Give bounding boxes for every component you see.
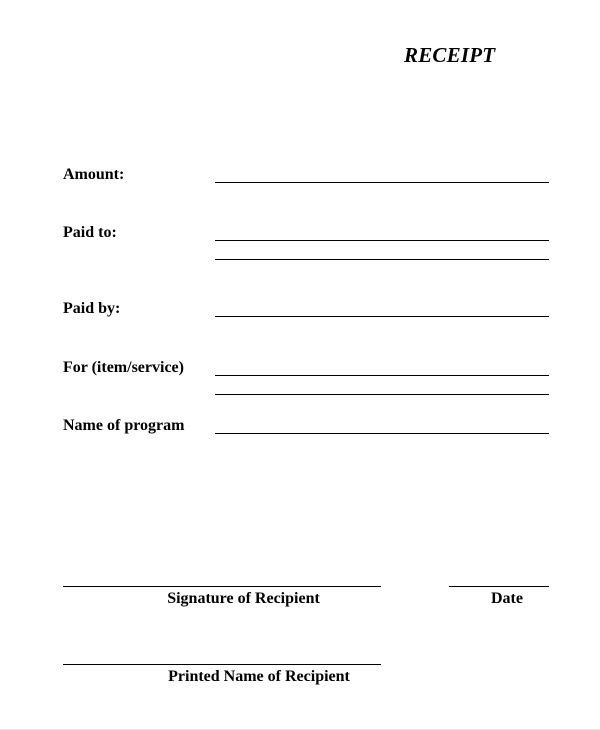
item-service-label: For (item/service)	[63, 359, 184, 376]
date-caption: Date	[491, 590, 523, 607]
printed-name-line	[63, 664, 381, 665]
item-service-line-1	[215, 375, 549, 376]
program-name-line	[215, 433, 549, 434]
amount-label: Amount:	[63, 166, 125, 183]
signature-caption: Signature of Recipient	[167, 590, 320, 607]
paid-to-line-1	[215, 240, 549, 241]
item-service-line-2	[215, 394, 549, 395]
date-line	[449, 586, 549, 587]
program-name-label: Name of program	[63, 417, 185, 434]
paid-by-line	[215, 316, 549, 317]
paid-by-label: Paid by:	[63, 300, 121, 317]
receipt-title: RECEIPT	[404, 43, 496, 67]
printed-name-caption: Printed Name of Recipient	[168, 668, 350, 685]
signature-line	[63, 586, 381, 587]
paid-to-label: Paid to:	[63, 224, 117, 241]
amount-line	[215, 182, 549, 183]
paid-to-line-2	[215, 259, 549, 260]
